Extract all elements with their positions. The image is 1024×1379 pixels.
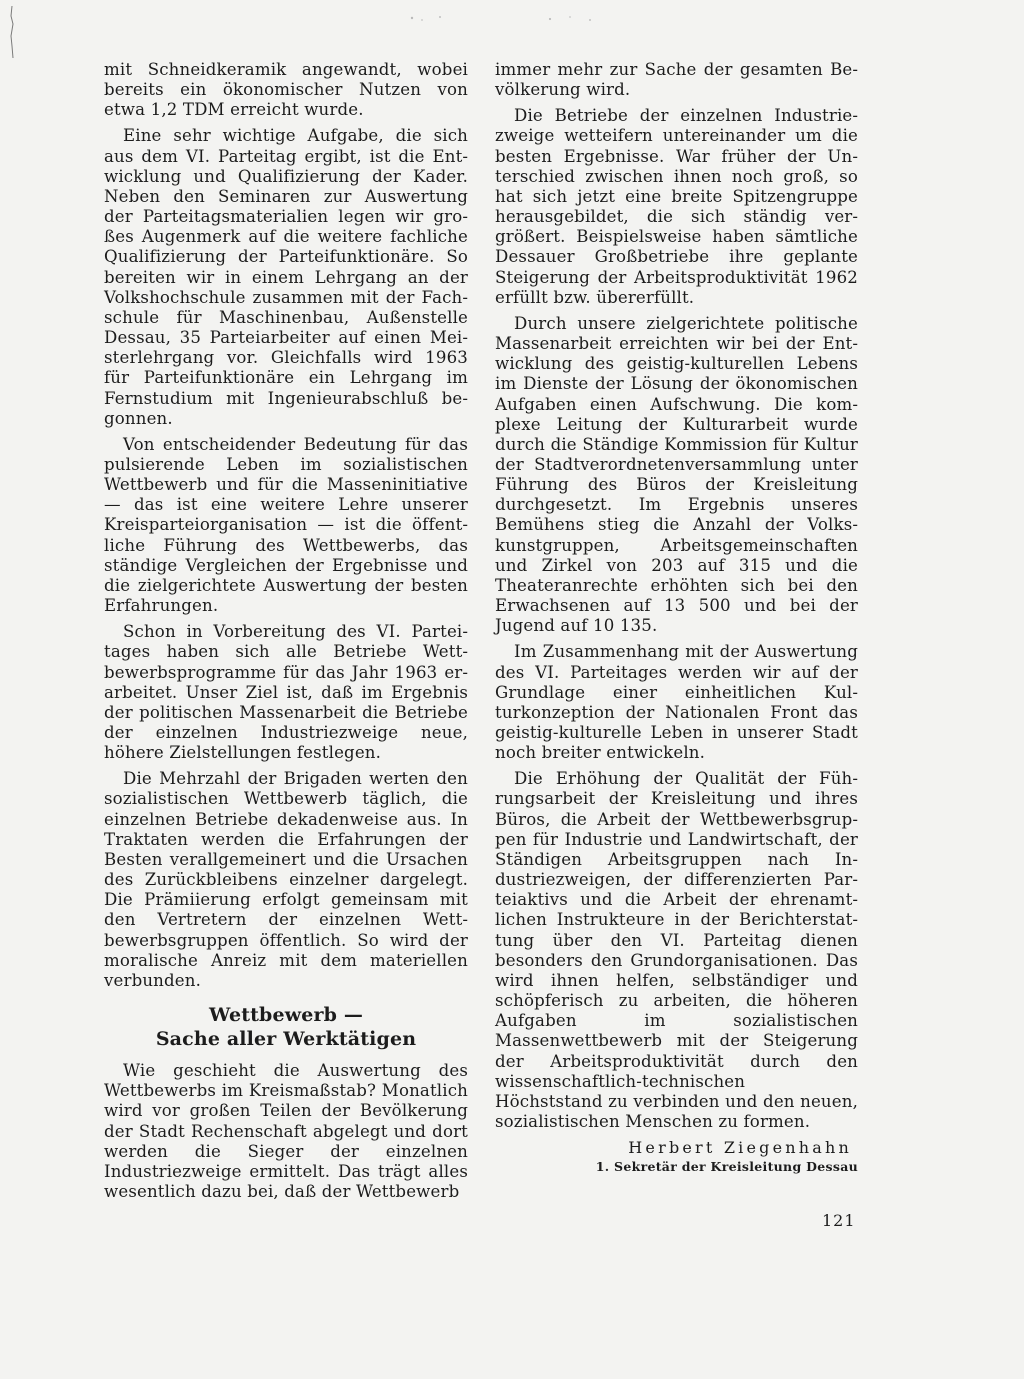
author-name: Herbert Ziegenhahn	[628, 1138, 852, 1158]
paragraph: Eine sehr wichtige Aufgabe, die sich aus dem VI. Parteitag ergibt, ist die Entwicklung und Qualifizierung der Kader. Neben den Seminaren zur Auswertung der Parteitagsmaterialien legen wir großes Augenmerk auf die weitere fachliche Qualifizierung der Parteifunktionäre. So bereiten wir in einem Lehrgang an der Volkshochschule zusammen mit der Fachschule für Maschinenbau, Außenstelle Dessau, 35 Parteiarbeiter auf einen Meisterlehrgang vor. Gleichfalls wird 1963 für Parteifunktionäre ein Lehrgang im Fernstudium mit Ingenieurabschluß begonnen.	[104, 126, 468, 428]
page-number: 121	[822, 1211, 856, 1230]
paragraph: Von entscheidender Bedeutung für das pulsierende Leben im sozialistischen Wettbewerb und für die Masseninitiative — das ist eine weitere Lehre unserer Kreisparteiorganisation — ist die öffentliche Führung des Wettbewerbs, das ständige Vergleichen der Ergebnisse und die zielgerichtete Auswertung der besten Erfahrungen.	[104, 434, 468, 616]
section-heading	[104, 1003, 468, 1051]
scan-edge-mark	[8, 6, 16, 58]
paragraph: Durch unsere zielgerichtete politische Massenarbeit erreichten wir bei der Entwicklung des geistig-kulturellen Lebens im Dienste der Lösung der ökonomischen Aufgaben einen Aufschwung. Die komplexe Leitung der Kulturarbeit wurde durch die Ständige Kommission für Kultur der Stadtverordnetenversammlung unter Führung des Büros der Kreisleitung durchgesetzt. Im Ergebnis unseres Bemühens stieg die Anzahl der Volkskunstgruppen, Arbeitsgemeinschaften und Zirkel von 203 auf 315 und die Theateranrechte erhöhten sich bei den Erwachsenen auf 13 500 und bei der Jugend auf 10 135.	[495, 313, 858, 636]
left-column	[104, 60, 468, 1208]
paragraph: Wie geschieht die Auswertung des Wettbewerbs im Kreismaßstab? Monatlich wird vor großen Teilen der Bevölkerung der Stadt Rechenschaft abgelegt und dort werden die Sieger der einzelnen Industriezweige ermittelt. Das trägt alles wesentlich dazu bei, daß der Wettbewerb	[104, 1061, 468, 1201]
paragraph: Die Mehrzahl der Brigaden werten den sozialistischen Wettbewerb täglich, die einzelnen Betriebe dekadenweise aus. In Traktaten werden die Erfahrungen der Besten verallgemeinert und die Ursachen des Zurückbleibens einzelner dargelegt. Die Prämiierung erfolgt gemeinsam mit den Vertretern der einzelnen Wettbewerbsgruppen öffentlich. So wird der moralische Anreiz mit dem materiellen verbunden.	[104, 769, 468, 990]
scan-dust-mark	[400, 8, 610, 28]
section-heading-line-1: Wettbewerb —	[209, 1004, 363, 1027]
paragraph: Die Erhöhung der Qualität der Führungsarbeit der Kreisleitung und ihres Büros, die Arbeit der Wettbewerbsgruppen für Industrie und Landwirtschaft, der Ständigen Arbeitsgruppen nach Industriezweigen, der differenzierten Parteiaktivs und die Arbeit der ehrenamtlichen Instrukteure in der Berichterstattung über den VI. Parteitag dienen besonders den Grundorganisationen. Das wird ihnen helfen, selbständiger und schöpferisch zu arbeiten, die höheren Aufgaben im sozialistischen Massenwettbewerb mit der Steigerung der Arbeitsproduktivität durch den wissenschaftlich-technischen Höchststand zu verbinden und den neuen, sozialistischen Menschen zu formen.	[495, 769, 858, 1131]
section-heading-line-2: Sache aller Werktätigen	[155, 1028, 417, 1051]
paragraph: Die Betriebe der einzelnen Industriezweige wetteifern untereinander um die besten Ergebnisse. War früher der Unterschied zwischen ihnen noch groß, so hat sich jetzt eine breite Spitzengruppe herausgebildet, die sich ständig vergrößert. Beispielsweise haben sämtliche Dessauer Großbetriebe ihre geplante Steigerung der Arbeitsproduktivität 1962 erfüllt bzw. übererfüllt.	[495, 106, 858, 307]
paragraph: mit Schneidkeramik angewandt, wobei bereits ein ökonomischer Nutzen von etwa 1,2 TDM erreicht wurde.	[104, 60, 468, 120]
paragraph: Schon in Vorbereitung des VI. Parteitages haben sich alle Betriebe Wettbewerbsprogramme für das Jahr 1963 erarbeitet. Unser Ziel ist, daß im Ergebnis der politischen Massenarbeit die Betriebe der einzelnen Industriezweige neue, höhere Zielstellungen festlegen.	[104, 622, 468, 763]
paragraph: Im Zusammenhang mit der Auswertung des VI. Parteitages werden wir auf der Grundlage einer einheitlichen Kulturkonzeption der Nationalen Front das geistig-kulturelle Leben in unserer Stadt noch breiter entwickeln.	[495, 642, 858, 763]
paragraph: immer mehr zur Sache der gesamten Bevölkerung wird.	[495, 60, 858, 100]
right-column	[495, 60, 858, 1176]
author-title: 1. Sekretär der Kreisleitung Dessau	[595, 1159, 858, 1175]
signature-block	[495, 1138, 858, 1176]
